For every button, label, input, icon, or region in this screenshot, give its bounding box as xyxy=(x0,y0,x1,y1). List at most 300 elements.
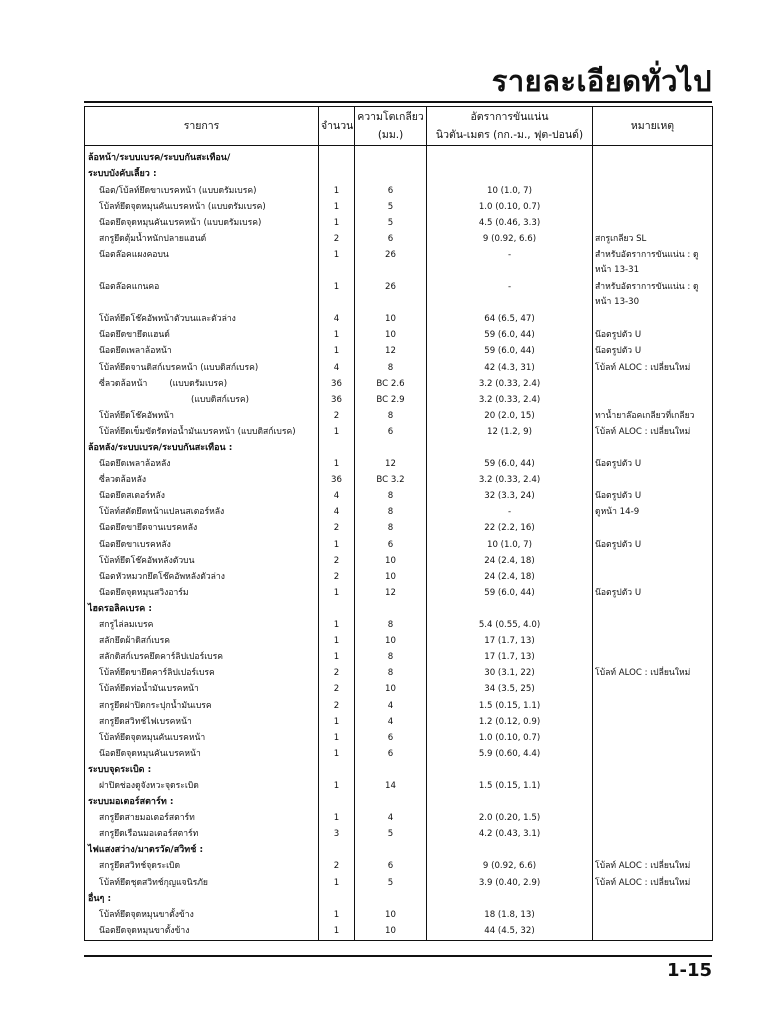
header-torque xyxy=(427,107,593,146)
cell-torque: 59 (6.0, 44) xyxy=(427,457,593,473)
item-label: น๊อตยึดจุดหมุนขาตั้งข้าง xyxy=(99,925,190,936)
cell-item xyxy=(85,505,319,521)
cell-size: 10 xyxy=(355,554,427,570)
cell-torque: 5.9 (0.60, 4.4) xyxy=(427,747,593,763)
cell-note xyxy=(593,377,713,393)
cell-qty: 2 xyxy=(319,232,355,248)
item-label: ระบบจุดระเบิด : xyxy=(88,764,152,775)
table-row xyxy=(85,344,713,360)
cell-qty: 1 xyxy=(319,538,355,554)
item-label: ซี่ลวดล้อหน้า xyxy=(99,378,148,389)
cell-item xyxy=(85,634,319,650)
cell-size: 5 xyxy=(355,216,427,232)
table-row xyxy=(85,521,713,537)
cell-item xyxy=(85,216,319,232)
item-label: น๊อตล๊อคแกนคอ xyxy=(99,282,160,293)
cell-note xyxy=(593,200,713,216)
filler-cell xyxy=(319,940,355,941)
table-row xyxy=(85,908,713,924)
table-row xyxy=(85,859,713,875)
cell-size: 26 xyxy=(355,248,427,280)
cell-note xyxy=(593,441,713,457)
cell-item xyxy=(85,146,319,168)
cell-torque: 10 (1.0, 7) xyxy=(427,184,593,200)
cell-qty: 1 xyxy=(319,747,355,763)
table-row xyxy=(85,377,713,393)
cell-item xyxy=(85,666,319,682)
cell-qty: 1 xyxy=(319,328,355,344)
table-row xyxy=(85,280,713,312)
cell-size: 6 xyxy=(355,731,427,747)
cell-item xyxy=(85,441,319,457)
cell-size: 8 xyxy=(355,650,427,666)
cell-item xyxy=(85,184,319,200)
cell-size: 4 xyxy=(355,715,427,731)
header-torque-line2: นิวตัน-เมตร (กก.-ม., ฟุต-ปอนด์) xyxy=(435,129,584,141)
cell-item xyxy=(85,876,319,892)
header-size-line2: (มม.) xyxy=(377,129,404,141)
table-row xyxy=(85,312,713,328)
table-row xyxy=(85,538,713,554)
cell-qty: 1 xyxy=(319,457,355,473)
item-label: สลักยึดผ้าดิสก์เบรค xyxy=(99,636,170,647)
cell-item xyxy=(85,570,319,586)
cell-torque: 3.2 (0.33, 2.4) xyxy=(427,473,593,489)
cell-note xyxy=(593,146,713,168)
cell-item xyxy=(85,811,319,827)
item-label: น๊อต/โบ้ลท์ยึดขาเบรคหน้า (แบบดรัมเบรค) xyxy=(99,185,257,196)
header-qty: จำนวน xyxy=(319,107,355,146)
cell-qty: 1 xyxy=(319,200,355,216)
cell-qty: 2 xyxy=(319,666,355,682)
table-row xyxy=(85,473,713,489)
cell-item xyxy=(85,715,319,731)
item-label: โบ้ลท์ยึดจุดหมุนคันเบรคหน้า (แบบดรัมเบรค) xyxy=(99,201,266,212)
item-label: สกรูยึดเรือนมอเตอร์สตาร์ท xyxy=(99,829,199,840)
table-row xyxy=(85,634,713,650)
table-row xyxy=(85,248,713,280)
item-label: น๊อตยึดเพลาล้อหน้า xyxy=(99,346,172,357)
cell-torque: 2.0 (0.20, 1.5) xyxy=(427,811,593,827)
page-number: 1-15 xyxy=(666,960,712,981)
item-variant: (แบบดิสก์เบรค) xyxy=(191,394,249,405)
cell-size: 8 xyxy=(355,521,427,537)
cell-note xyxy=(593,699,713,715)
cell-size: 4 xyxy=(355,699,427,715)
item-label: โบ้ลท์ยึดท่อน้ำมันเบรคหน้า xyxy=(99,684,199,695)
cell-torque xyxy=(427,763,593,779)
cell-torque: - xyxy=(427,248,593,280)
cell-torque: 9 (0.92, 6.6) xyxy=(427,859,593,875)
cell-size xyxy=(355,441,427,457)
section-row xyxy=(85,602,713,618)
cell-qty: 1 xyxy=(319,650,355,666)
cell-note xyxy=(593,393,713,409)
header-item: รายการ xyxy=(85,107,319,146)
cell-item xyxy=(85,167,319,183)
section-row xyxy=(85,167,713,183)
cell-note xyxy=(593,715,713,731)
table-row xyxy=(85,811,713,827)
torque-spec-table xyxy=(84,106,713,941)
cell-note xyxy=(593,618,713,634)
header-size xyxy=(355,107,427,146)
footer-rule xyxy=(84,955,712,957)
filler-cell xyxy=(355,940,427,941)
cell-qty: 2 xyxy=(319,554,355,570)
cell-note xyxy=(593,892,713,908)
cell-item xyxy=(85,554,319,570)
cell-qty: 2 xyxy=(319,682,355,698)
cell-torque: 24 (2.4, 18) xyxy=(427,554,593,570)
cell-torque: - xyxy=(427,280,593,312)
cell-item xyxy=(85,747,319,763)
cell-note xyxy=(593,795,713,811)
cell-note xyxy=(593,827,713,843)
cell-size: 6 xyxy=(355,425,427,441)
cell-note xyxy=(593,521,713,537)
item-label: โบ้ลท์ยึดจานดิสก์เบรคหน้า (แบบดิสก์เบรค) xyxy=(99,362,259,373)
cell-qty: 2 xyxy=(319,521,355,537)
cell-size: 26 xyxy=(355,280,427,312)
header-size-line1: ความโตเกลียว xyxy=(357,111,424,123)
cell-torque: 5.4 (0.55, 4.0) xyxy=(427,618,593,634)
cell-item xyxy=(85,602,319,618)
cell-note xyxy=(593,473,713,489)
cell-size: 8 xyxy=(355,409,427,425)
cell-torque: 18 (1.8, 13) xyxy=(427,908,593,924)
cell-size: BC 3.2 xyxy=(355,473,427,489)
item-label: ไฟแสงสว่าง/มาตรวัด/สวิทช์ : xyxy=(88,845,204,856)
cell-qty xyxy=(319,441,355,457)
item-label: น๊อตยึดจุดหมุนคันเบรคหน้า xyxy=(99,748,201,759)
cell-torque: 44 (4.5, 32) xyxy=(427,924,593,940)
cell-qty xyxy=(319,167,355,183)
cell-note xyxy=(593,650,713,666)
cell-qty: 1 xyxy=(319,586,355,602)
cell-torque: 17 (1.7, 13) xyxy=(427,650,593,666)
cell-note: โบ้ลท์ ALOC : เปลี่ยนใหม่ xyxy=(593,425,713,441)
item-label: น๊อตยึดจุดหมุนสวิงอาร์ม xyxy=(99,587,189,598)
cell-torque: 24 (2.4, 18) xyxy=(427,570,593,586)
cell-note xyxy=(593,167,713,183)
cell-note xyxy=(593,924,713,940)
cell-note: โบ้ลท์ ALOC : เปลี่ยนใหม่ xyxy=(593,361,713,377)
item-label: โบ้ลท์สตัดยึดหน้าแปลนสเตอร์หลัง xyxy=(99,507,225,518)
cell-size: 6 xyxy=(355,747,427,763)
cell-qty xyxy=(319,892,355,908)
cell-note: น๊อตรูปตัว U xyxy=(593,586,713,602)
page-title: รายละเอียดทั่วไป xyxy=(491,64,712,98)
cell-torque: 1.5 (0.15, 1.1) xyxy=(427,699,593,715)
cell-note xyxy=(593,763,713,779)
table-row xyxy=(85,586,713,602)
cell-note: น๊อตรูปตัว U xyxy=(593,344,713,360)
cell-qty: 1 xyxy=(319,280,355,312)
table-row xyxy=(85,409,713,425)
cell-size: 12 xyxy=(355,344,427,360)
cell-item xyxy=(85,763,319,779)
item-label: ล้อหลัง/ระบบเบรค/ระบบกันสะเทือน : xyxy=(88,443,233,453)
cell-note xyxy=(593,602,713,618)
cell-qty: 1 xyxy=(319,634,355,650)
item-label: น๊อตยึดขาเบรคหลัง xyxy=(99,539,171,550)
table-row xyxy=(85,505,713,521)
cell-torque: 17 (1.7, 13) xyxy=(427,634,593,650)
cell-size xyxy=(355,763,427,779)
cell-qty xyxy=(319,795,355,811)
item-label: ระบบมอเตอร์สตาร์ท : xyxy=(88,797,174,808)
cell-size: 10 xyxy=(355,682,427,698)
item-label: โบ้ลท์ยึดชุดสวิทช์กุญแจนิรภัย xyxy=(99,877,208,888)
table-row xyxy=(85,216,713,232)
filler-cell xyxy=(427,940,593,941)
cell-size: BC 2.9 xyxy=(355,393,427,409)
cell-qty: 1 xyxy=(319,908,355,924)
item-label: น๊อตยึดเพลาล้อหลัง xyxy=(99,459,171,470)
cell-torque: 3.2 (0.33, 2.4) xyxy=(427,377,593,393)
cell-torque: 64 (6.5, 47) xyxy=(427,312,593,328)
section-row xyxy=(85,795,713,811)
cell-item xyxy=(85,843,319,859)
cell-qty: 1 xyxy=(319,924,355,940)
cell-size: 10 xyxy=(355,312,427,328)
cell-qty: 4 xyxy=(319,489,355,505)
table-row xyxy=(85,876,713,892)
cell-note: น๊อตรูปตัว U xyxy=(593,457,713,473)
item-label: น๊อตหัวหมวกยึดโช๊คอัพหลังตัวล่าง xyxy=(99,571,225,582)
cell-size: 12 xyxy=(355,586,427,602)
cell-torque xyxy=(427,602,593,618)
cell-item xyxy=(85,908,319,924)
cell-size: 5 xyxy=(355,827,427,843)
header-torque-line1: อัตราการขันแน่น xyxy=(470,111,549,123)
cell-size: BC 2.6 xyxy=(355,377,427,393)
cell-qty: 1 xyxy=(319,248,355,280)
cell-item xyxy=(85,200,319,216)
cell-size: 5 xyxy=(355,876,427,892)
cell-torque: 30 (3.1, 22) xyxy=(427,666,593,682)
table-row xyxy=(85,361,713,377)
cell-size: 6 xyxy=(355,184,427,200)
cell-note: น๊อตรูปตัว U xyxy=(593,538,713,554)
cell-size xyxy=(355,602,427,618)
cell-torque: 1.2 (0.12, 0.9) xyxy=(427,715,593,731)
header-rule xyxy=(84,101,712,103)
cell-size: 6 xyxy=(355,232,427,248)
item-label: สกรูยึดสวิทช์ไฟเบรคหน้า xyxy=(99,716,192,727)
cell-qty: 1 xyxy=(319,715,355,731)
cell-size: 10 xyxy=(355,634,427,650)
cell-qty: 1 xyxy=(319,216,355,232)
cell-note xyxy=(593,634,713,650)
cell-size: 10 xyxy=(355,924,427,940)
cell-qty xyxy=(319,763,355,779)
cell-item xyxy=(85,473,319,489)
section-row xyxy=(85,843,713,859)
item-label: ฝาปิดช่องดูจังหวะจุดระเบิด xyxy=(99,780,199,791)
item-label: น๊อตยึดขายึดจานเบรคหลัง xyxy=(99,523,198,534)
cell-torque: 4.5 (0.46, 3.3) xyxy=(427,216,593,232)
cell-qty: 2 xyxy=(319,570,355,586)
cell-item xyxy=(85,280,319,312)
cell-note: น๊อตรูปตัว U xyxy=(593,489,713,505)
table-row xyxy=(85,425,713,441)
cell-qty: 1 xyxy=(319,731,355,747)
cell-torque xyxy=(427,843,593,859)
cell-item xyxy=(85,489,319,505)
cell-note xyxy=(593,682,713,698)
cell-note xyxy=(593,570,713,586)
cell-item xyxy=(85,312,319,328)
cell-size xyxy=(355,167,427,183)
cell-qty: 1 xyxy=(319,779,355,795)
cell-qty: 3 xyxy=(319,827,355,843)
cell-size: 4 xyxy=(355,811,427,827)
table-row xyxy=(85,666,713,682)
cell-torque: 20 (2.0, 15) xyxy=(427,409,593,425)
section-row xyxy=(85,763,713,779)
table-row xyxy=(85,682,713,698)
item-label: สกรูยึดตุ้มน้ำหนักปลายแฮนด์ xyxy=(99,233,207,244)
cell-qty: 2 xyxy=(319,409,355,425)
table-row xyxy=(85,489,713,505)
cell-torque: 3.2 (0.33, 2.4) xyxy=(427,393,593,409)
cell-size: 5 xyxy=(355,200,427,216)
table-row xyxy=(85,393,713,409)
cell-note: น๊อตรูปตัว U xyxy=(593,328,713,344)
item-label: น๊อตยึดจุดหมุนคันเบรคหน้า (แบบดรัมเบรค) xyxy=(99,217,262,228)
cell-torque: 59 (6.0, 44) xyxy=(427,328,593,344)
cell-torque: 1.0 (0.10, 0.7) xyxy=(427,731,593,747)
cell-size: 8 xyxy=(355,489,427,505)
cell-qty: 4 xyxy=(319,312,355,328)
cell-torque xyxy=(427,795,593,811)
cell-size: 12 xyxy=(355,457,427,473)
cell-note xyxy=(593,779,713,795)
cell-note xyxy=(593,908,713,924)
cell-item xyxy=(85,650,319,666)
table-row xyxy=(85,200,713,216)
cell-torque xyxy=(427,892,593,908)
cell-qty: 2 xyxy=(319,859,355,875)
item-label: โบ้ลท์ยึดจุดหมุนขาตั้งข้าง xyxy=(99,909,194,920)
cell-item xyxy=(85,328,319,344)
table-row xyxy=(85,232,713,248)
table-row xyxy=(85,618,713,634)
cell-note: สำหรับอัตราการขันแน่น : ดูหน้า 13-31 xyxy=(593,248,713,280)
item-label: ซี่ลวดล้อหลัง xyxy=(99,475,147,486)
item-label: น๊อตยึดสเตอร์หลัง xyxy=(99,491,165,502)
table-body xyxy=(85,146,713,941)
cell-size: 10 xyxy=(355,908,427,924)
cell-item xyxy=(85,361,319,377)
table-row xyxy=(85,779,713,795)
table-header-row xyxy=(85,107,713,146)
table-row xyxy=(85,328,713,344)
cell-size xyxy=(355,795,427,811)
cell-qty: 1 xyxy=(319,425,355,441)
cell-qty xyxy=(319,146,355,168)
cell-qty: 1 xyxy=(319,618,355,634)
cell-size xyxy=(355,146,427,168)
cell-size: 14 xyxy=(355,779,427,795)
cell-note: โบ้ลท์ ALOC : เปลี่ยนใหม่ xyxy=(593,859,713,875)
cell-item xyxy=(85,924,319,940)
item-label: ล้อหน้า/ระบบเบรค/ระบบกันสะเทือน/ xyxy=(88,153,231,163)
cell-item xyxy=(85,393,319,409)
cell-item xyxy=(85,731,319,747)
cell-torque: 42 (4.3, 31) xyxy=(427,361,593,377)
cell-torque xyxy=(427,146,593,168)
cell-qty xyxy=(319,602,355,618)
cell-qty: 36 xyxy=(319,393,355,409)
cell-torque: - xyxy=(427,505,593,521)
cell-item xyxy=(85,409,319,425)
item-variant: (แบบดรัมเบรค) xyxy=(169,378,228,389)
cell-item xyxy=(85,425,319,441)
cell-note xyxy=(593,811,713,827)
cell-torque: 1.0 (0.10, 0.7) xyxy=(427,200,593,216)
cell-item xyxy=(85,521,319,537)
table-row xyxy=(85,570,713,586)
cell-item xyxy=(85,682,319,698)
cell-torque: 10 (1.0, 7) xyxy=(427,538,593,554)
item-label: โบ้ลท์ยึดจุดหมุนคันเบรคหน้า xyxy=(99,732,206,743)
filler-cell xyxy=(85,940,319,941)
item-label: น๊อตยึดขายึดแฮนด์ xyxy=(99,330,170,341)
item-label: สกรูยึดสวิทช์จุดระเบิด xyxy=(99,861,181,872)
cell-qty: 1 xyxy=(319,876,355,892)
cell-item xyxy=(85,827,319,843)
item-label: สกรูไล่ลมเบรค xyxy=(99,620,154,631)
cell-note: สำหรับอัตราการขันแน่น : ดูหน้า 13-30 xyxy=(593,280,713,312)
table-row xyxy=(85,827,713,843)
table-row xyxy=(85,184,713,200)
cell-note: โบ้ลท์ ALOC : เปลี่ยนใหม่ xyxy=(593,876,713,892)
cell-size xyxy=(355,892,427,908)
cell-size: 8 xyxy=(355,618,427,634)
item-label: น๊อตล๊อคแผงคอบน xyxy=(99,249,169,260)
cell-qty: 4 xyxy=(319,505,355,521)
item-label: โบ้ลท์ยึดโช๊คอัพหน้า xyxy=(99,410,175,421)
cell-item xyxy=(85,892,319,908)
filler-cell xyxy=(593,940,713,941)
cell-torque: 59 (6.0, 44) xyxy=(427,586,593,602)
cell-size xyxy=(355,843,427,859)
item-label: โบ้ลท์ยึดขายึดคาร์ลิปเปอร์เบรค xyxy=(99,668,215,679)
cell-note: ดูหน้า 14-9 xyxy=(593,505,713,521)
cell-size: 10 xyxy=(355,328,427,344)
cell-torque: 22 (2.2, 16) xyxy=(427,521,593,537)
cell-item xyxy=(85,344,319,360)
item-label: สกรูยึดฝาปิดกระปุกน้ำมันเบรค xyxy=(99,700,212,711)
cell-note: ทาน้ำยาล๊อคเกลียวที่เกลียว xyxy=(593,409,713,425)
cell-torque: 34 (3.5, 25) xyxy=(427,682,593,698)
table-row xyxy=(85,731,713,747)
table-row xyxy=(85,924,713,940)
cell-item xyxy=(85,232,319,248)
cell-size: 6 xyxy=(355,538,427,554)
table-row xyxy=(85,699,713,715)
cell-size: 8 xyxy=(355,666,427,682)
cell-note xyxy=(593,843,713,859)
cell-item xyxy=(85,377,319,393)
table-row xyxy=(85,650,713,666)
cell-size: 6 xyxy=(355,859,427,875)
cell-torque: 3.9 (0.40, 2.9) xyxy=(427,876,593,892)
item-label: อื่นๆ : xyxy=(88,893,112,904)
